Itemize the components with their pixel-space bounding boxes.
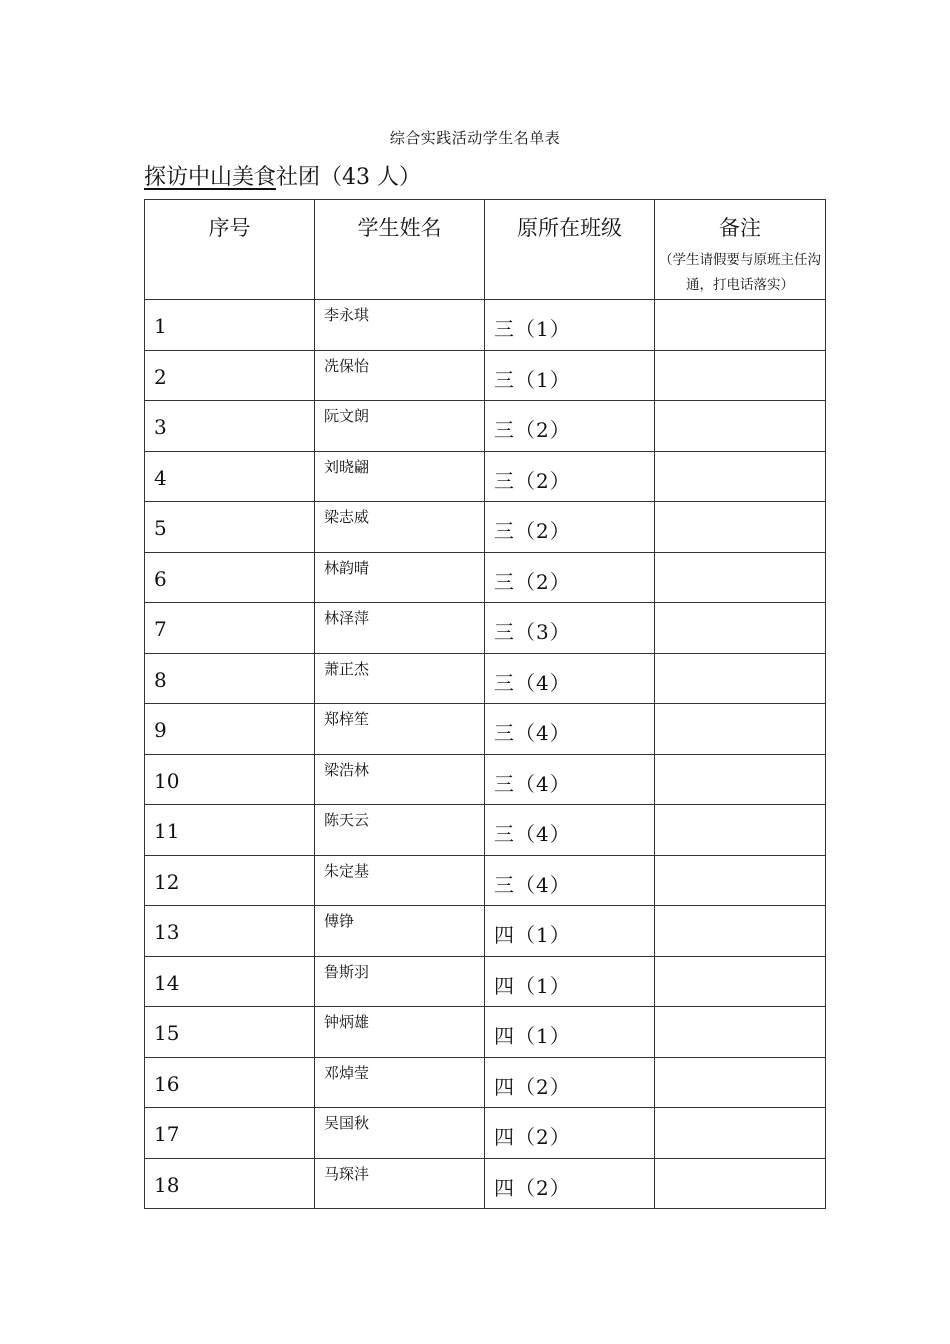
cell-original-class: 三（1） bbox=[485, 350, 655, 401]
cell-student-name: 陈天云 bbox=[315, 805, 485, 856]
cell-seq: 6 bbox=[145, 552, 315, 603]
cell-seq: 2 bbox=[145, 350, 315, 401]
cell-remark bbox=[655, 855, 826, 906]
club-count: 社团（43 人） bbox=[276, 165, 422, 190]
cell-remark bbox=[655, 754, 826, 805]
cell-student-name: 梁志威 bbox=[315, 502, 485, 553]
cell-seq: 17 bbox=[145, 1108, 315, 1159]
cell-original-class: 四（1） bbox=[485, 906, 655, 957]
cell-seq: 14 bbox=[145, 956, 315, 1007]
cell-seq: 3 bbox=[145, 401, 315, 452]
table-row bbox=[145, 906, 826, 957]
cell-remark bbox=[655, 956, 826, 1007]
cell-original-class: 三（4） bbox=[485, 855, 655, 906]
cell-original-class: 三（2） bbox=[485, 451, 655, 502]
cell-student-name: 林泽萍 bbox=[315, 603, 485, 654]
table-row bbox=[145, 653, 826, 704]
cell-original-class: 三（3） bbox=[485, 603, 655, 654]
cell-remark bbox=[655, 603, 826, 654]
cell-seq: 5 bbox=[145, 502, 315, 553]
cell-seq: 16 bbox=[145, 1057, 315, 1108]
cell-seq: 10 bbox=[145, 754, 315, 805]
student-roster-table bbox=[144, 199, 826, 1209]
table-row bbox=[145, 754, 826, 805]
table-row bbox=[145, 401, 826, 452]
cell-original-class: 四（1） bbox=[485, 1007, 655, 1058]
table-row bbox=[145, 956, 826, 1007]
cell-original-class: 三（2） bbox=[485, 552, 655, 603]
cell-remark bbox=[655, 300, 826, 351]
header-remark bbox=[655, 200, 826, 300]
cell-seq: 15 bbox=[145, 1007, 315, 1058]
cell-original-class: 四（2） bbox=[485, 1158, 655, 1209]
cell-remark bbox=[655, 805, 826, 856]
header-remark-label: 备注 bbox=[719, 216, 761, 240]
cell-seq: 18 bbox=[145, 1158, 315, 1209]
cell-remark bbox=[655, 350, 826, 401]
table-row bbox=[145, 451, 826, 502]
cell-remark bbox=[655, 451, 826, 502]
table-row bbox=[145, 704, 826, 755]
cell-remark bbox=[655, 906, 826, 957]
cell-remark bbox=[655, 1158, 826, 1209]
table-row bbox=[145, 1007, 826, 1058]
cell-seq: 1 bbox=[145, 300, 315, 351]
table-row bbox=[145, 502, 826, 553]
cell-student-name: 冼保怡 bbox=[315, 350, 485, 401]
cell-original-class: 三（2） bbox=[485, 401, 655, 452]
cell-original-class: 三（4） bbox=[485, 754, 655, 805]
cell-original-class: 三（4） bbox=[485, 704, 655, 755]
club-title bbox=[144, 160, 421, 191]
table-row bbox=[145, 1108, 826, 1159]
cell-student-name: 林韵晴 bbox=[315, 552, 485, 603]
cell-original-class: 三（1） bbox=[485, 300, 655, 351]
cell-seq: 7 bbox=[145, 603, 315, 654]
table-row bbox=[145, 855, 826, 906]
cell-student-name: 梁浩林 bbox=[315, 754, 485, 805]
cell-seq: 11 bbox=[145, 805, 315, 856]
cell-student-name: 鲁斯羽 bbox=[315, 956, 485, 1007]
cell-remark bbox=[655, 704, 826, 755]
cell-original-class: 三（4） bbox=[485, 805, 655, 856]
cell-original-class: 三（2） bbox=[485, 502, 655, 553]
cell-original-class: 四（2） bbox=[485, 1057, 655, 1108]
cell-student-name: 郑梓笙 bbox=[315, 704, 485, 755]
document-title: 综合实践活动学生名单表 bbox=[389, 129, 561, 147]
table-row bbox=[145, 1057, 826, 1108]
cell-student-name: 萧正杰 bbox=[315, 653, 485, 704]
cell-seq: 13 bbox=[145, 906, 315, 957]
header-remark-note: （学生请假要与原班主任沟通，打电话落实） bbox=[659, 252, 821, 293]
cell-student-name: 吴国秋 bbox=[315, 1108, 485, 1159]
cell-remark bbox=[655, 1057, 826, 1108]
table-body bbox=[145, 300, 826, 1209]
cell-student-name: 李永琪 bbox=[315, 300, 485, 351]
cell-student-name: 阮文朗 bbox=[315, 401, 485, 452]
cell-remark bbox=[655, 1108, 826, 1159]
table-row bbox=[145, 300, 826, 351]
table-row bbox=[145, 603, 826, 654]
table-row bbox=[145, 805, 826, 856]
table-row bbox=[145, 1158, 826, 1209]
cell-original-class: 三（4） bbox=[485, 653, 655, 704]
header-class: 原所在班级 bbox=[485, 200, 655, 300]
cell-remark bbox=[655, 653, 826, 704]
cell-seq: 12 bbox=[145, 855, 315, 906]
header-seq: 序号 bbox=[145, 200, 315, 300]
table-row bbox=[145, 552, 826, 603]
cell-student-name: 邓焯莹 bbox=[315, 1057, 485, 1108]
cell-remark bbox=[655, 401, 826, 452]
cell-student-name: 钟炳雄 bbox=[315, 1007, 485, 1058]
club-name: 探访中山美食 bbox=[144, 165, 277, 190]
cell-remark bbox=[655, 552, 826, 603]
cell-original-class: 四（1） bbox=[485, 956, 655, 1007]
cell-student-name: 朱定基 bbox=[315, 855, 485, 906]
cell-seq: 8 bbox=[145, 653, 315, 704]
header-name: 学生姓名 bbox=[315, 200, 485, 300]
cell-remark bbox=[655, 502, 826, 553]
cell-seq: 4 bbox=[145, 451, 315, 502]
cell-seq: 9 bbox=[145, 704, 315, 755]
cell-student-name: 傅铮 bbox=[315, 906, 485, 957]
cell-student-name: 马琛沣 bbox=[315, 1158, 485, 1209]
cell-original-class: 四（2） bbox=[485, 1108, 655, 1159]
table-row bbox=[145, 350, 826, 401]
table-header-row bbox=[145, 200, 826, 300]
cell-student-name: 刘晓翩 bbox=[315, 451, 485, 502]
cell-remark bbox=[655, 1007, 826, 1058]
